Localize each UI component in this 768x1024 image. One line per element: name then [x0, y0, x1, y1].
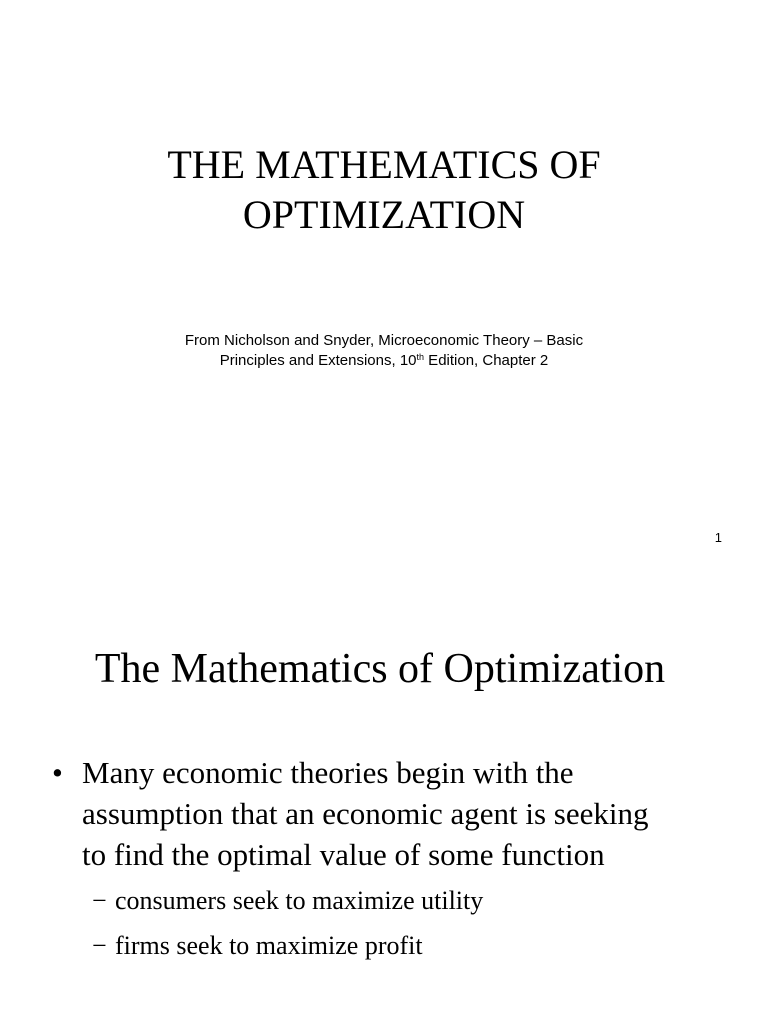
bullet-text — [82, 752, 732, 875]
sub-bullet-marker: − — [92, 886, 107, 915]
content-slide — [0, 576, 768, 1024]
citation-text-end: Edition, Chapter 2 — [424, 352, 549, 369]
bullet-item — [52, 752, 732, 875]
sub-bullet-marker: − — [92, 931, 107, 960]
edition-superscript: th — [416, 352, 425, 362]
bullet-text-line-2: assumption that an economic agent is seeking — [82, 796, 649, 831]
source-citation-line-2 — [0, 351, 768, 371]
sub-bullet-text: consumers seek to maximize utility — [115, 886, 484, 915]
slide-title-line-1: THE MATHEMATICS OF — [167, 142, 601, 187]
bullet-text-line-3: to find the optimal value of some function — [82, 837, 605, 872]
source-citation-line-1: From Nicholson and Snyder, Microeconomic Theory – Basic — [184, 332, 584, 349]
slide-title — [0, 140, 768, 240]
sub-bullet-list — [92, 878, 732, 968]
slide-heading: The Mathematics of Optimization — [94, 646, 666, 692]
source-citation — [0, 331, 768, 371]
sub-bullet-item — [92, 923, 732, 968]
slide-number: 1 — [714, 530, 722, 545]
slide-title-line-2: OPTIMIZATION — [242, 192, 526, 237]
citation-text: Principles and Extensions, 10 — [219, 352, 417, 369]
bullet-text-line-1: Many economic theories begin with the — [82, 755, 574, 790]
sub-bullet-text: firms seek to maximize profit — [115, 931, 423, 960]
sub-bullet-item — [92, 878, 732, 923]
bullet-marker: • — [52, 755, 63, 790]
